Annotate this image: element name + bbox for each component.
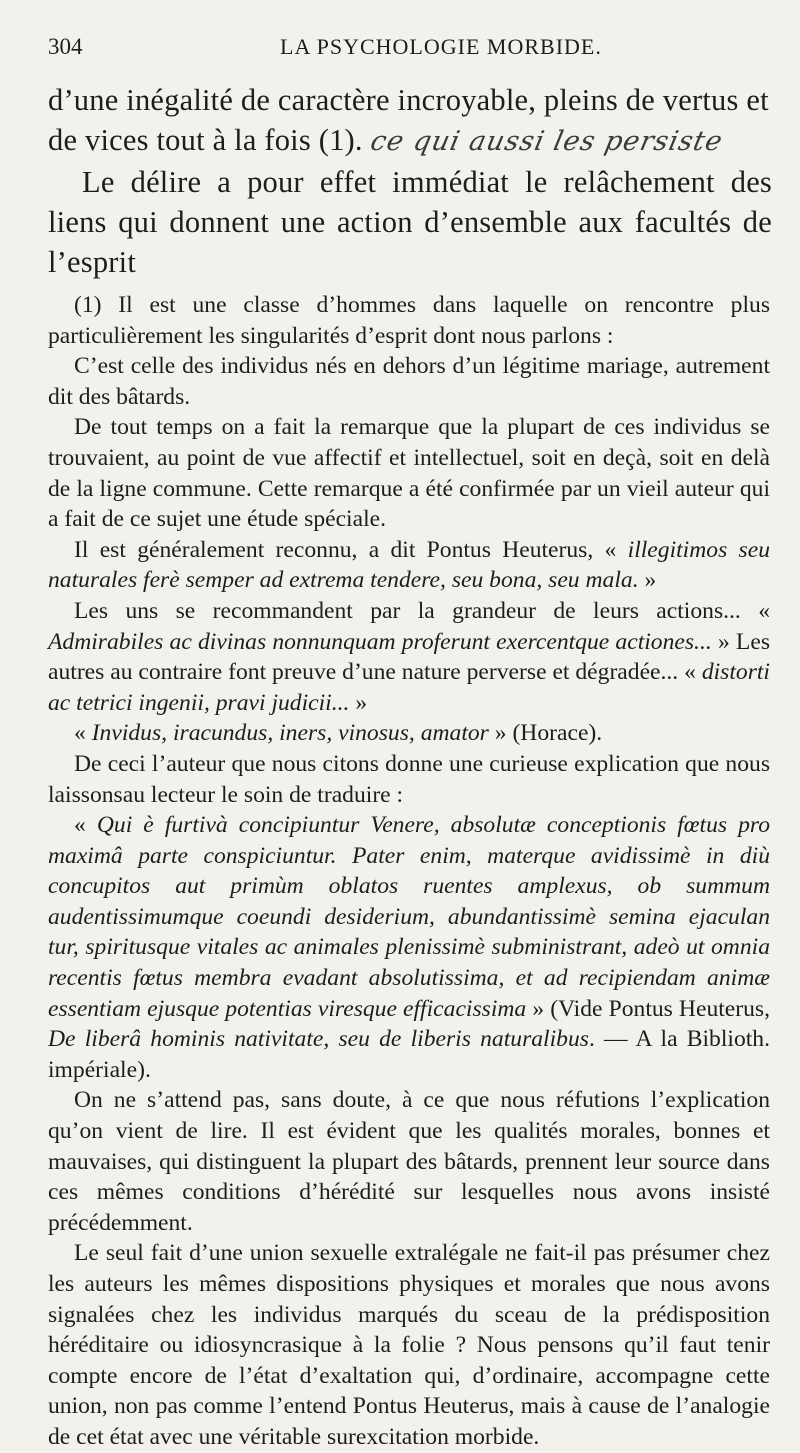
footnote-para-5: Les uns se recommandent par la grandeur de leurs actions... « Admirabiles ac divinas nonnunquam proferunt exercentque actiones... » Les autres au contraire font preuve d’une nature perverse et dégradée... « distorti ac tetrici ingenii, pravi judicii... » bbox=[48, 597, 770, 716]
latin-quote: Admirabiles ac divinas nonnunquam proferunt exercentque actiones... bbox=[48, 628, 712, 655]
main-paragraph-2: Le délire a pour effet immédiat le relâchement des liens qui donnent une action d’ensemble aux facultés de l’esprit bbox=[48, 165, 772, 279]
footnote-para-4: Il est généralement reconnu, a dit Pontus Heuterus, « illegitimos seu naturales ferè semper ad extrema tendere, seu bona, seu mala. » bbox=[48, 536, 770, 594]
footnote-para-7: De ceci l’auteur que nous citons donne une curieuse explication que nous laissonsau lecteur le soin de traduire : bbox=[48, 750, 770, 808]
latin-quote: Qui è furtivà concipiuntur Venere, absolutæ conceptionis fœtus pro maximâ parte conspiciuntur. Pater enim, materque avidissimè in diù concupitos aut primùm oblatos ruentes amplexus, ob summum audentissimumque coeundi desiderium, abundantissimè semina ejaculan tur, spiritusque vitales ac animales plenissimè subministrant, adeò ut omnia recentis fœtus membra evadant absolutissima, et ad recipiendam animæ essentiam ejusque potentias viresque efficacissima bbox=[48, 812, 770, 1022]
latin-quote: Invidus, iracundus, iners, vinosus, amator bbox=[91, 720, 489, 747]
footnote-para-9: On ne s’attend pas, sans doute, à ce que nous réfutions l’explication qu’on vient de lire. Il est évident que les qualités morales, bonnes et mauvaises, qui distinguent la plupart des bâtards, prennent leur source dans ces mêmes conditions d’hérédité sur lesquelles nous avons insisté précédemment. bbox=[48, 1087, 770, 1236]
footnote-para-3: De tout temps on a fait la remarque que la plupart de ces individus se trouvaient, au point de vue affectif et intellectuel, soit en deçà, soit en delà de la ligne commune. Cette remarque a été confirmée par un vieil auteur qui a fait de ce sujet une étude spéciale. bbox=[48, 414, 770, 533]
footnote-para-6: « Invidus, iracundus, iners, vinosus, amator » (Horace). bbox=[74, 720, 603, 747]
footnote-para-10: Le seul fait d’une union sexuelle extralégale ne fait-il pas présumer chez les auteurs les mêmes dispositions physiques et morales que nous avons signalées chez les individus marqués du sceau de la prédisposition héréditaire ou idiosyncrasique à la folie ? Nous pensons qu’il faut tenir compte encore de l’état d’exaltation qui, d’ordinaire, accompagne cette union, non pas comme l’entend Pontus Heuterus, mais à cause de l’analogie de cet état avec une véritable surexcitation morbide. bbox=[48, 1240, 770, 1450]
footnote-para-2: C’est celle des individus nés en dehors d’un légitime mariage, autrement dit des bâtards. bbox=[48, 353, 770, 410]
main-line-1: d’une inégalité de caractère incroyable, pleins de vertus et bbox=[48, 83, 769, 117]
main-text bbox=[48, 80, 772, 282]
footnote-para-8: « Qui è furtivà concipiuntur Venere, absolutæ conceptionis fœtus pro maximâ parte conspiciuntur. Pater enim, materque avidissimè in diù concupitos aut primùm oblatos ruentes amplexus, ob summum audentissimumque coeundi desiderium, abundantissimè semina ejaculan tur, spiritusque vitales ac animales plenissimè subministrant, adeò ut omnia recentis fœtus membra evadant absolutissima, et ad recipiendam animæ essentiam ejusque potentias viresque efficacissima » (Vide Pontus Heuterus, De liberâ hominis nativitate, seu de liberis naturalibus. — A la Biblioth. impériale). bbox=[48, 812, 771, 1083]
main-line-2: de vices tout à la fois (1). ce qui aussi les persiste bbox=[48, 120, 772, 162]
page-number: 304 bbox=[48, 34, 83, 59]
footnote-para-1: (1) Il est une classe d’hommes dans laquelle on rencontre plus particulièrement les singularités d’esprit dont nous parlons : bbox=[48, 292, 770, 349]
latin-quote: distorti ac tetrici ingenii, pravi judicii... bbox=[48, 659, 770, 716]
running-title: LA PSYCHOLOGIE MORBIDE. bbox=[280, 34, 602, 59]
page-header bbox=[48, 34, 760, 64]
footnote bbox=[48, 290, 770, 1453]
handwritten-annotation: ce qui aussi les persiste bbox=[367, 126, 726, 157]
book-title: De liberâ hominis nativitate, seu de liberis naturalibus bbox=[48, 1026, 589, 1053]
latin-quote: illegitimos seu naturales ferè semper ad extrema tendere, seu bona, seu mala. bbox=[48, 536, 770, 594]
